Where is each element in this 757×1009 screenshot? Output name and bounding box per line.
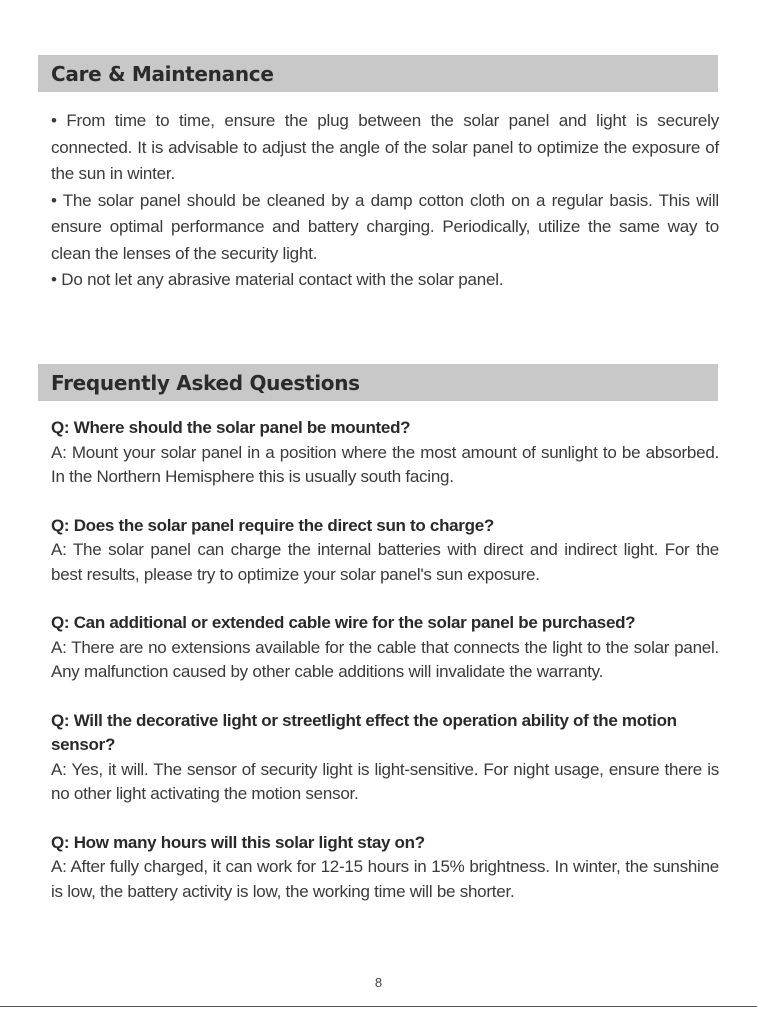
care-maintenance-body [51,108,719,294]
faq-item [51,709,719,807]
bottom-divider [0,1006,757,1007]
care-bullet: • From time to time, ensure the plug between the solar panel and light is securely connected. It is advisable to adjust the angle of the solar panel to optimize the exposure of the sun in winter. [51,111,719,183]
faq-answer: A: After fully charged, it can work for 12-15 hours in 15% brightness. In winter, the sunshine is low, the battery activity is low, the working time will be shorter. [51,857,719,901]
faq-answer: A: There are no extensions available for the cable that connects the light to the solar panel. Any malfunction caused by other cable additions will invalidate the warranty. [51,637,719,681]
faq-question: Q: Can additional or extended cable wire for the solar panel be purchased? [51,613,636,632]
faq-question: Q: Will the decorative light or streetlight effect the operation ability of the motion sensor? [51,710,677,754]
care-maintenance-title: Care & Maintenance [51,61,274,86]
faq-item [51,416,719,490]
faq-question: Q: Does the solar panel require the direct sun to charge? [51,515,494,535]
faq-answer: A: The solar panel can charge the internal batteries with direct and indirect light. For the best results, please try to optimize your solar panel's sun exposure. [51,540,719,584]
faq-item [51,831,719,905]
page-number: 8 [374,975,383,990]
faq-item [51,611,719,685]
care-bullet: • The solar panel should be cleaned by a damp cotton cloth on a regular basis. This will ensure optimal performance and battery charging. Periodically, utilize the same way to clean the lenses of the security light. [51,190,719,263]
faq-item [51,514,719,588]
faq-header [38,364,718,401]
faq-answer: A: Yes, it will. The sensor of security light is light-sensitive. For night usage, ensure there is no other light activating the motion sensor. [51,759,719,803]
care-maintenance-header [38,55,718,92]
faq-title: Frequently Asked Questions [51,370,360,395]
faq-list [51,416,719,928]
faq-answer: A: Mount your solar panel in a position where the most amount of sunlight to be absorbed. In the Northern Hemisphere this is usually south facing. [51,442,719,486]
faq-question: Q: How many hours will this solar light stay on? [51,832,425,852]
faq-question: Q: Where should the solar panel be mounted? [51,418,411,437]
care-bullet: • Do not let any abrasive material contact with the solar panel. [51,270,504,289]
